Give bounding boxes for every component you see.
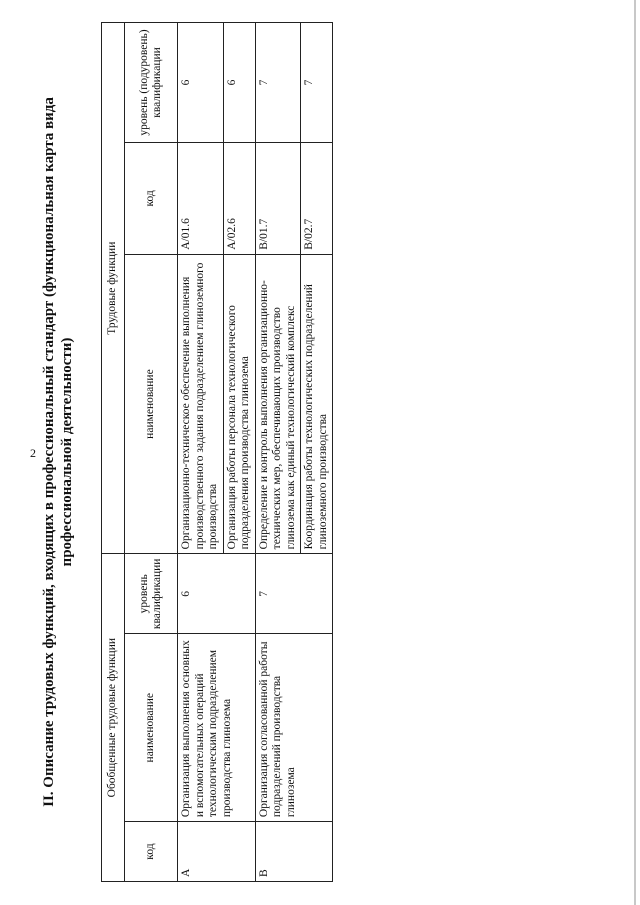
group-level: 6	[178, 554, 256, 634]
level-header: уровень квалификации	[125, 554, 178, 634]
sublevel-header: уровень (подуровень) квалификации	[125, 23, 178, 143]
function-code-header: код	[125, 142, 178, 254]
group-name: Организация выполнения основных и вспомогательных операций технологическим подразделением производства глинозема	[178, 634, 256, 822]
group-code: B	[255, 822, 333, 882]
function-level: 6	[178, 23, 224, 143]
code-header: код	[125, 822, 178, 882]
name-header: наименование	[125, 634, 178, 822]
labor-functions-header: Трудовые функции	[102, 23, 125, 554]
table-row	[178, 23, 224, 882]
header-row-columns	[125, 23, 178, 882]
function-name: Координация работы технологических подразделений глиноземного производства	[301, 254, 333, 554]
title-line-2: профессиональной деятельности)	[59, 337, 75, 567]
function-name-header: наименование	[125, 254, 178, 554]
function-level: 7	[301, 23, 333, 143]
function-code: B/02.7	[301, 142, 333, 254]
page-edge	[634, 0, 636, 905]
group-code: A	[178, 822, 256, 882]
function-code: A/02.6	[223, 142, 255, 254]
rotated-content	[40, 22, 600, 882]
function-code: B/01.7	[255, 142, 301, 254]
page-number: 2	[30, 446, 36, 460]
section-title	[40, 22, 76, 882]
table-row	[255, 23, 301, 882]
functional-map-table	[101, 22, 333, 882]
function-level: 7	[255, 23, 301, 143]
group-name: Организация согласованной работы подразделений производства глинозема	[255, 634, 333, 822]
header-row-groups	[102, 23, 125, 882]
title-line-1: II. Описание трудовых функций, входящих в профессиональный стандарт (функциональная карта вида	[41, 97, 57, 807]
function-name: Определение и контроль выполнения организационно-технических мер, обеспечивающих производство глинозема как единый технологический комплекс	[255, 254, 301, 554]
generalized-functions-header: Обобщенные трудовые функции	[102, 554, 125, 882]
function-name: Организационно-техническое обеспечение выполнения производственного задания подразделением глиноземного производства	[178, 254, 224, 554]
function-code: A/01.6	[178, 142, 224, 254]
function-level: 6	[223, 23, 255, 143]
function-name: Организация работы персонала технологического подразделения производства глинозема	[223, 254, 255, 554]
group-level: 7	[255, 554, 333, 634]
